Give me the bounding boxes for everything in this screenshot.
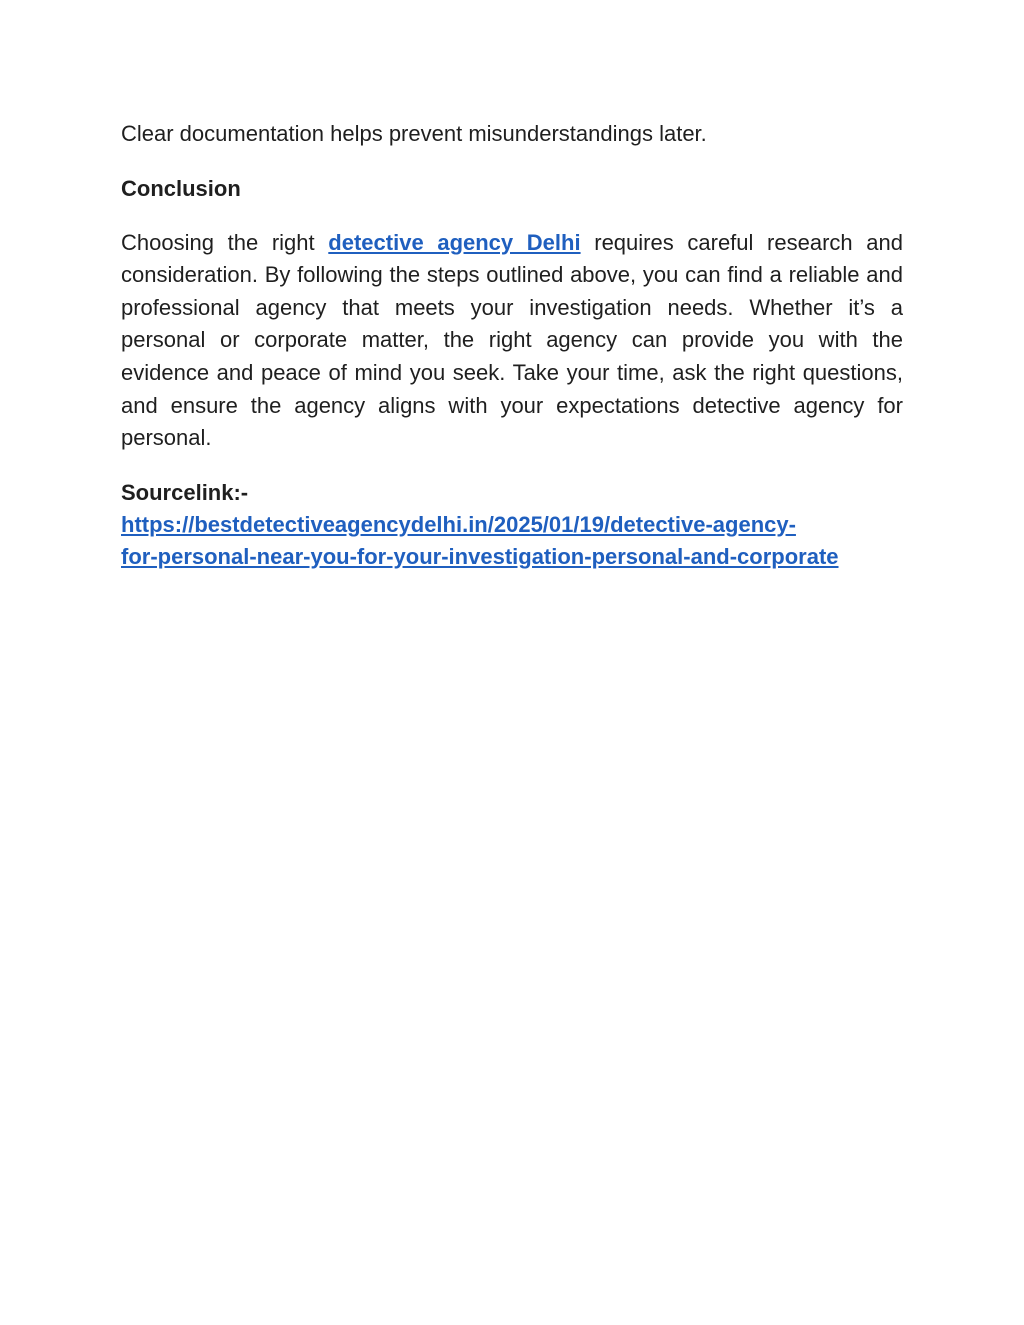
conclusion-heading: Conclusion	[121, 175, 241, 201]
source-label: Sourcelink:-	[121, 479, 249, 505]
conclusion-paragraph	[121, 227, 903, 455]
conclusion-text-after-link: requires careful research and consideration. By following the steps outlined above, you can find a reliable and professional agency that meets your investigation needs. Whether it’s a personal or corporate matter, the right agency can provide you with the evidence and peace of mind you seek. Take your time, ask the right questions, and ensure the agency aligns with your expectations detective agency for personal.	[121, 229, 904, 451]
intro-paragraph: Clear documentation helps prevent misunderstandings later.	[121, 121, 707, 146]
source-url-line1: https://bestdetectiveagencydelhi.in/2025/01/19/detective-agency-	[121, 511, 796, 537]
detective-agency-delhi-link[interactable]: detective agency Delhi	[328, 229, 581, 255]
document-page	[121, 118, 903, 573]
source-url-line2: for-personal-near-you-for-your-investigation-personal-and-corporate	[121, 543, 839, 569]
source-link[interactable]	[121, 509, 903, 573]
conclusion-text-before-link: Choosing the right	[121, 229, 329, 255]
